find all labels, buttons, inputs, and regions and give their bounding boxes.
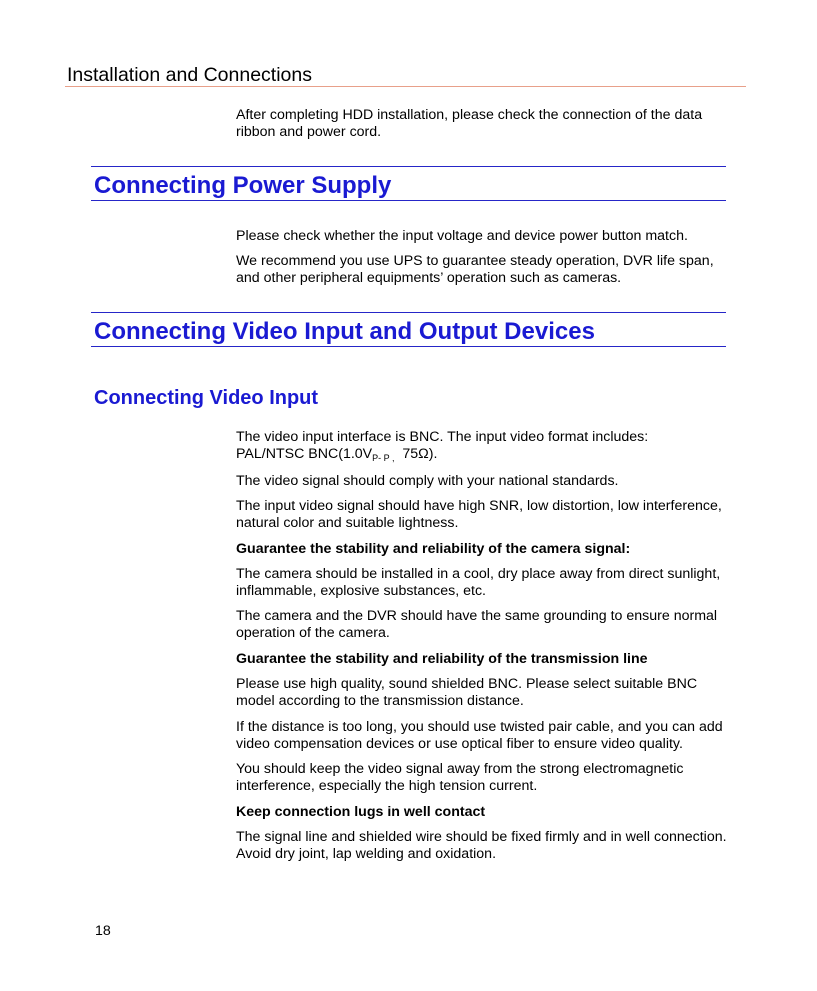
video-paragraph-distance: If the distance is too long, you should use twisted pair cable, and you can add video compensation devices or use optical fiber to ensure video quality. [236,719,723,752]
video-paragraph-camera-placement: The camera should be installed in a cool, dry place away from direct sunlight, inflammable, explosive substances, etc. [236,566,721,599]
section-rule-bottom-video [91,346,726,347]
intro-paragraph: After completing HDD installation, please check the connection of the data ribbon and power cord. [236,107,703,140]
power-paragraph-1: Please check whether the input voltage and device power button match. [236,228,688,244]
power-paragraph-2: We recommend you use UPS to guarantee steady operation, DVR life span, and other peripheral equipments’ operation such as cameras. [236,253,714,286]
transmission-line-subheading: Guarantee the stability and reliability of the transmission line [236,651,648,667]
video-interface-paragraph [236,429,736,464]
video-format-subscript: P- P , [372,453,395,463]
running-header: Installation and Connections [67,64,312,86]
camera-signal-subheading: Guarantee the stability and reliability of the camera signal: [236,541,631,557]
video-format-suffix: 75Ω). [402,446,438,462]
section-rule-bottom-power [91,200,726,201]
video-paragraph-snr: The input video signal should have high SNR, low distortion, low interference, natural color and suitable lightness. [236,498,722,531]
section-rule-top-power [91,166,726,167]
video-paragraph-signal-line: The signal line and shielded wire should be fixed firmly and in well connection. Avoid dry joint, lap welding and oxidation. [236,829,727,862]
header-divider [65,86,746,87]
heading-video-devices: Connecting Video Input and Output Devices [94,318,595,345]
page-number: 18 [95,923,111,939]
section-rule-top-video [91,312,726,313]
video-paragraph-interference: You should keep the video signal away from the strong electromagnetic interference, especially the high tension current. [236,761,684,794]
video-paragraph-standards: The video signal should comply with your national standards. [236,473,619,489]
connection-lugs-subheading: Keep connection lugs in well contact [236,804,486,820]
video-paragraph-bnc: Please use high quality, sound shielded BNC. Please select suitable BNC model according to the transmission distance. [236,676,698,709]
video-interface-text: The video input interface is BNC. The input video format includes: [236,429,649,445]
video-format-prefix: PAL/NTSC BNC(1.0V [236,446,373,462]
video-paragraph-grounding: The camera and the DVR should have the same grounding to ensure normal operation of the camera. [236,608,718,641]
heading-video-input: Connecting Video Input [94,387,319,409]
heading-power-supply: Connecting Power Supply [94,172,392,199]
